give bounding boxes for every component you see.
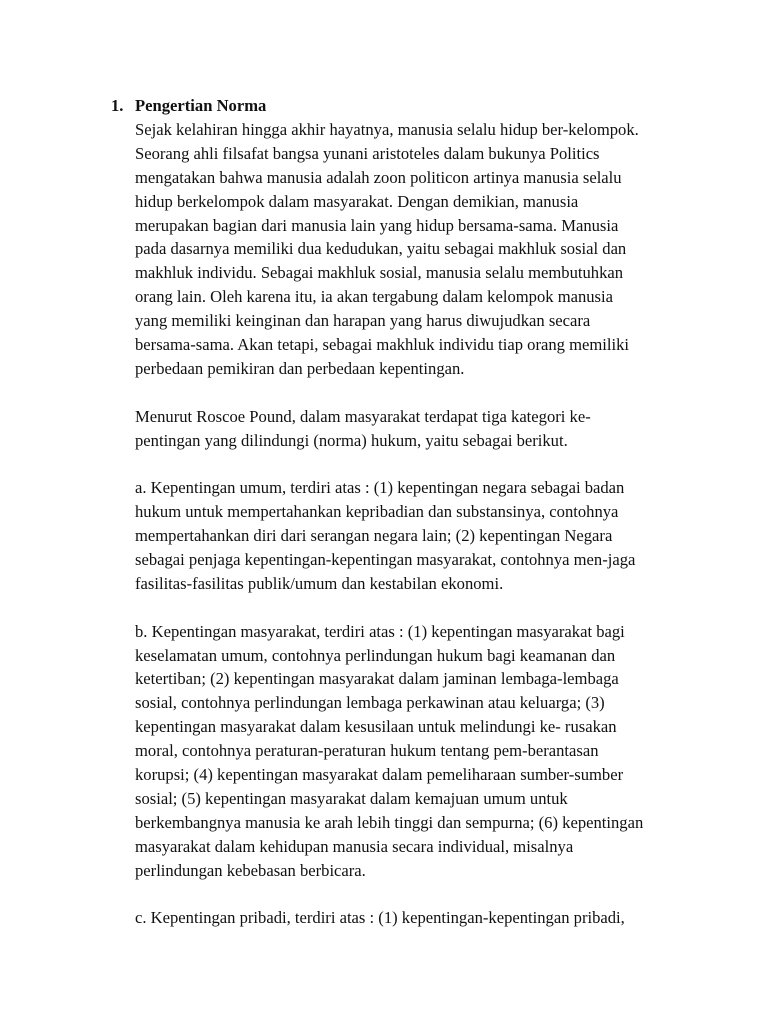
text-line: pada dasarnya memiliki dua kedudukan, yaitu sebagai makhluk sosial dan [135,239,627,259]
text-line: pentingan yang dilindungi (norma) hukum, yaitu sebagai berikut. [135,430,568,450]
text-line: berkembangnya manusia ke arah lebih tinggi dan sempurna; (6) kepentingan [135,812,644,832]
text-line: mempertahankan diri dari serangan negara lain; (2) kepentingan Negara [135,526,613,546]
text-line: perlindungan kebebasan berbicara. [135,860,366,880]
text-line: makhluk individu. Sebagai makhluk sosial, manusia selalu membutuhkan [135,263,624,283]
section-title: Pengertian Norma [135,96,267,115]
paragraph [135,405,695,453]
text-line: merupakan bagian dari manusia lain yang hidup bersama-sama. Manusia [135,215,619,235]
text-line: c. Kepentingan pribadi, terdiri atas : (1) kepentingan-kepentingan pribadi, [135,908,625,928]
section-body [135,118,695,930]
section-heading [111,94,266,118]
paragraph [135,906,695,930]
text-line: Seorang ahli filsafat bangsa yunani aristoteles dalam bukunya Politics [135,143,600,163]
paragraph-gap [135,452,695,476]
text-line: mengatakan bahwa manusia adalah zoon politicon artinya manusia selalu [135,167,622,187]
text-line: fasilitas-fasilitas publik/umum dan kestabilan ekonomi. [135,573,504,593]
text-line: yang memiliki keinginan dan harapan yang harus diwujudkan secara [135,311,591,331]
text-line: ketertiban; (2) kepentingan masyarakat dalam jaminan lembaga-lembaga [135,669,619,689]
text-line: sebagai penjaga kepentingan-kepentingan masyarakat, contohnya men-jaga [135,550,636,570]
paragraph-gap [135,381,695,405]
paragraph-gap [135,596,695,620]
text-line: korupsi; (4) kepentingan masyarakat dalam pemeliharaan sumber-sumber [135,765,624,785]
section-number: 1. [111,96,124,115]
text-line: sosial; (5) kepentingan masyarakat dalam kemajuan umum untuk [135,788,568,808]
text-line: masyarakat dalam kehidupan manusia secara individual, misalnya [135,836,574,856]
text-line: a. Kepentingan umum, terdiri atas : (1) kepentingan negara sebagai badan [135,478,625,498]
text-line: kepentingan masyarakat dalam kesusilaan untuk melindungi ke- rusakan [135,717,617,737]
text-line: orang lain. Oleh karena itu, ia akan tergabung dalam kelompok manusia [135,287,613,307]
text-line: Sejak kelahiran hingga akhir hayatnya, manusia selalu hidup ber-kelompok. [135,120,639,139]
text-line: hukum untuk mempertahankan kepribadian dan substansinya, contohnya [135,502,619,522]
text-line: keselamatan umum, contohnya perlindungan hukum bagi keamanan dan [135,645,616,665]
text-line: Menurut Roscoe Pound, dalam masyarakat terdapat tiga kategori ke- [135,406,591,426]
text-line: bersama-sama. Akan tetapi, sebagai makhluk individu tiap orang memiliki [135,335,629,355]
paragraph [135,476,695,595]
text-line: sosial, contohnya perlindungan lembaga perkawinan atau keluarga; (3) [135,693,605,713]
paragraph-gap [135,883,695,907]
paragraph [135,620,695,883]
paragraph [135,118,695,381]
text-line: perbedaan pemikiran dan perbedaan kepentingan. [135,358,465,378]
text-line: hidup berkelompok dalam masyarakat. Dengan demikian, manusia [135,191,579,211]
text-line: moral, contohnya peraturan-peraturan hukum tentang pem-berantasan [135,741,599,761]
text-line: b. Kepentingan masyarakat, terdiri atas : (1) kepentingan masyarakat bagi [135,621,625,641]
